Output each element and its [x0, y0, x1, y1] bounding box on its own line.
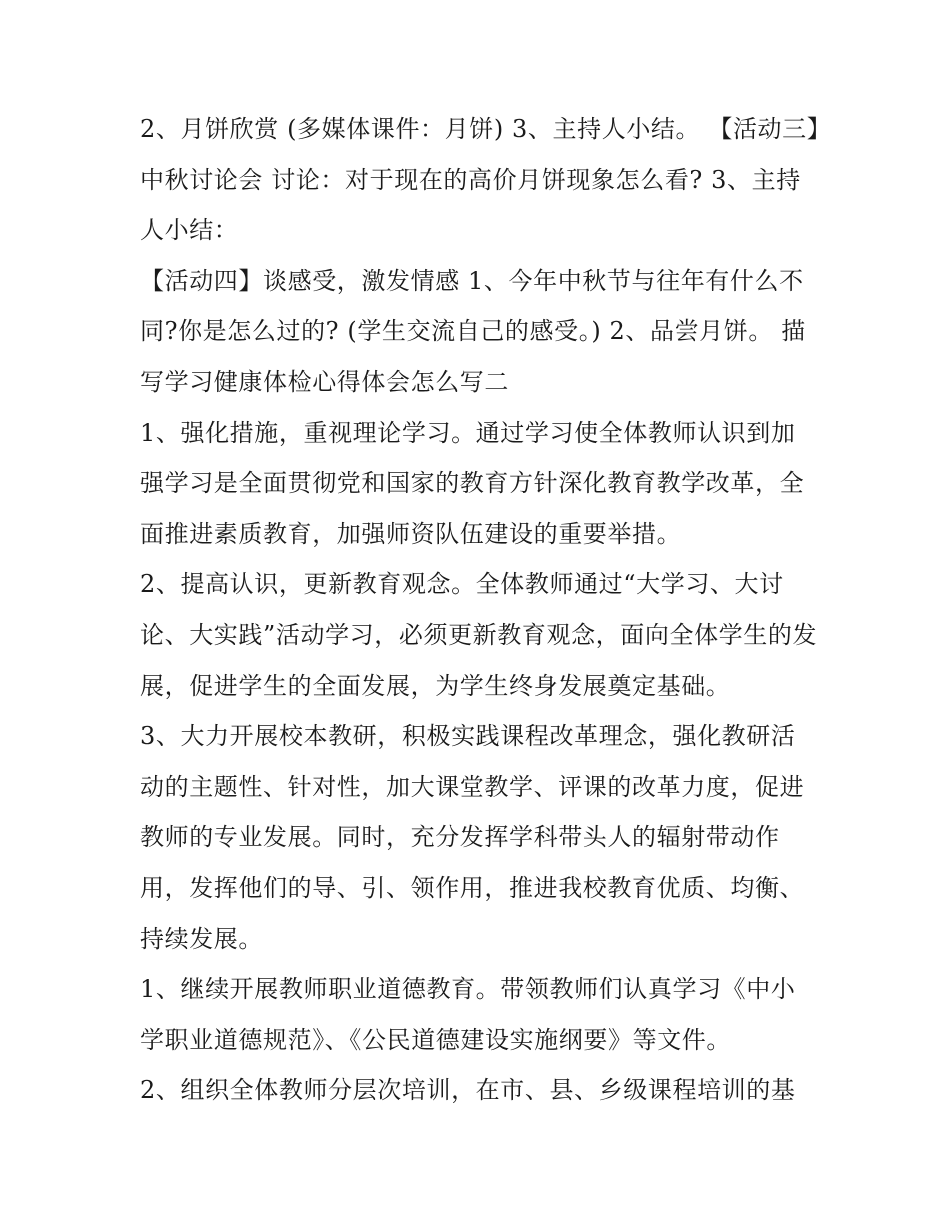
- paragraph-4: 2、提高认识，更新教育观念。全体教师通过“大学习、大讨论、大实践”活动学习，必须更新教育观念，面向全体学生的发展，促进学生的全面发展，为学生终身发展奠定基础。: [140, 570, 818, 700]
- paragraph-3: 1、强化措施，重视理论学习。通过学习使全体教师认识到加强学习是全面贯彻党和国家的教育方针深化教育教学改革，全面推进素质教育，加强师资队伍建设的重要举措。: [140, 418, 805, 548]
- paragraph-6: 1、继续开展教师职业道德教育。带领教师们认真学习《中小学职业道德规范》、《公民道德建设实施纲要》等文件。: [140, 975, 796, 1054]
- paragraph-1: 2、月饼欣赏 (多媒体课件：月饼) 3、主持人小结。 【活动三】中秋讨论会 讨论：对于现在的高价月饼现象怎么看? 3、主持人小结：: [140, 115, 820, 245]
- paragraph-7: 2、组织全体教师分层次培训，在市、县、乡级课程培训的基: [140, 1076, 796, 1105]
- paragraph-2: 【活动四】谈感受，激发情感 1、今年中秋节与往年有什么不同?你是怎么过的? (学生交流自己的感受。) 2、品尝月饼。 描写学习健康体检心得体会怎么写二: [140, 266, 806, 396]
- document-body: [140, 104, 820, 1116]
- paragraph-5: 3、大力开展校本教研，积极实践课程改革理念，强化教研活动的主题性、针对性，加大课堂教学、评课的改革力度，促进教师的专业发展。同时，充分发挥学科带头人的辐射带动作用，发挥他们的导、引、领作用，推进我校教育优质、均衡、持续发展。: [140, 722, 805, 953]
